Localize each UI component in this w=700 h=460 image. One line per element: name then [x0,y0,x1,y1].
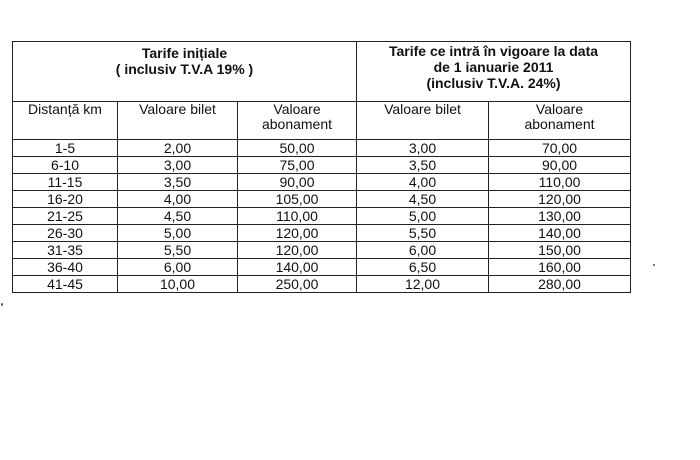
distance-cell: 1-5 [13,140,118,157]
subscription-new-cell: 120,00 [489,191,631,208]
distance-cell: 11-15 [13,174,118,191]
subscription-initial-cell: 110,00 [238,208,357,225]
column-header-row [13,102,631,140]
column-header-ticket-initial-label: Valoare bilet [139,101,216,117]
column-header-ticket-initial [118,102,238,140]
column-header-distance [13,102,118,140]
group-header-row [13,42,631,102]
ticket-new-cell: 6,50 [357,259,489,276]
subscription-new-cell: 90,00 [489,157,631,174]
column-header-subscription-new-line2: abonament [524,116,595,132]
subscription-initial-cell: 75,00 [238,157,357,174]
ticket-new-cell: 5,00 [357,208,489,225]
subscription-new-cell: 130,00 [489,208,631,225]
subscription-initial-cell: 90,00 [238,174,357,191]
table-row [13,208,631,225]
subscription-initial-cell: 250,00 [238,276,357,293]
ticket-new-cell: 6,00 [357,242,489,259]
ticket-initial-cell: 3,00 [118,157,238,174]
new-tariffs-header [357,42,631,102]
scan-speck [1,303,3,306]
ticket-initial-cell: 10,00 [118,276,238,293]
ticket-initial-cell: 6,00 [118,259,238,276]
scan-speck [653,264,655,266]
ticket-initial-cell: 4,50 [118,208,238,225]
distance-cell: 41-45 [13,276,118,293]
ticket-new-cell: 3,00 [357,140,489,157]
subscription-initial-cell: 140,00 [238,259,357,276]
subscription-new-cell: 140,00 [489,225,631,242]
ticket-new-cell: 4,00 [357,174,489,191]
subscription-initial-cell: 105,00 [238,191,357,208]
column-header-subscription-initial-line2: abonament [261,116,333,132]
column-header-ticket-new-label: Valoare bilet [384,101,461,117]
column-header-distance-label: Distanță km [28,101,102,117]
table-row [13,157,631,174]
table-row [13,276,631,293]
ticket-initial-cell: 4,00 [118,191,238,208]
column-header-subscription-initial-line1: Valoare [273,101,321,117]
column-header-subscription-new [489,102,631,140]
subscription-new-cell: 110,00 [489,174,631,191]
subscription-new-cell: 280,00 [489,276,631,293]
ticket-initial-cell: 2,00 [118,140,238,157]
column-header-subscription-new-line1: Valoare [535,101,584,117]
ticket-new-cell: 4,50 [357,191,489,208]
table-row [13,242,631,259]
ticket-initial-cell: 5,00 [118,225,238,242]
initial-tariffs-header [13,42,357,102]
subscription-new-cell: 160,00 [489,259,631,276]
tariff-table [12,41,631,293]
initial-tariffs-title: Tarife inițiale [141,45,228,61]
distance-cell: 31-35 [13,242,118,259]
ticket-initial-cell: 5,50 [118,242,238,259]
column-header-ticket-new [357,102,489,140]
column-header-subscription-initial [238,102,357,140]
distance-cell: 36-40 [13,259,118,276]
subscription-new-cell: 70,00 [489,140,631,157]
subscription-initial-cell: 120,00 [238,242,357,259]
distance-cell: 21-25 [13,208,118,225]
initial-tariffs-vat: ( inclusiv T.V.A 19% ) [115,61,254,77]
new-tariffs-vat: (inclusiv T.V.A. 24%) [426,75,561,91]
ticket-new-cell: 3,50 [357,157,489,174]
new-tariffs-title: Tarife ce intră în vigoare la data [388,43,599,59]
distance-cell: 16-20 [13,191,118,208]
subscription-new-cell: 150,00 [489,242,631,259]
subscription-initial-cell: 50,00 [238,140,357,157]
table-row [13,259,631,276]
table-row [13,225,631,242]
table-row [13,174,631,191]
ticket-new-cell: 12,00 [357,276,489,293]
new-tariffs-date: de 1 ianuarie 2011 [433,59,554,75]
distance-cell: 6-10 [13,157,118,174]
ticket-new-cell: 5,50 [357,225,489,242]
distance-cell: 26-30 [13,225,118,242]
table-row [13,191,631,208]
subscription-initial-cell: 120,00 [238,225,357,242]
table-row [13,140,631,157]
ticket-initial-cell: 3,50 [118,174,238,191]
